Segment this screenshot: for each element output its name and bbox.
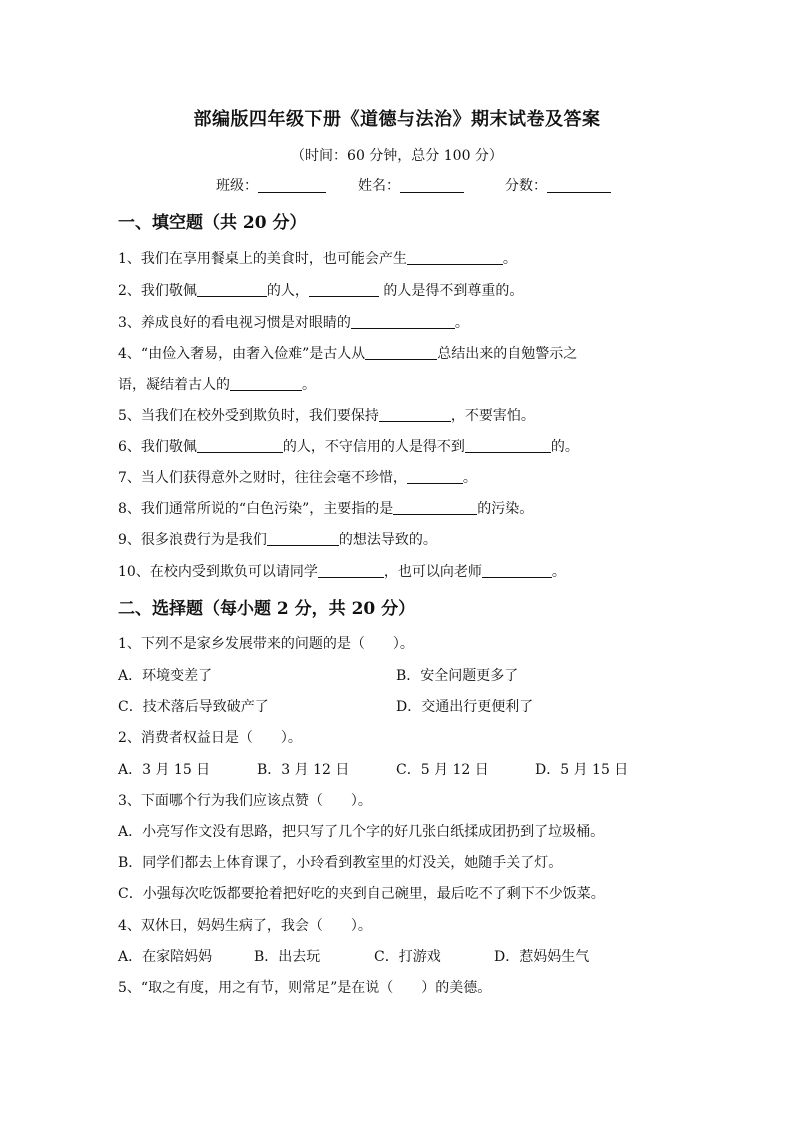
choice-question-2-stem: 2、消费者权益日是（ ）。 <box>118 730 302 746</box>
choice-question-3-stem: 3、下面哪个行为我们应该点赞（ ）。 <box>118 793 372 809</box>
fill-question-6 <box>118 436 579 456</box>
fill-question-4 <box>118 343 577 363</box>
answer-blank[interactable] <box>197 282 267 297</box>
q9-end: 的想法导致的。 <box>338 532 437 548</box>
q10-end: 。 <box>551 564 566 580</box>
choice-option[interactable]: A．小亮写作文没有思路，把只写了几个字的好几张白纸揉成团扔到了垃圾桶。 <box>118 824 605 840</box>
name-blank[interactable] <box>400 176 464 193</box>
class-field <box>216 175 326 195</box>
section-multiple-choice-heading: 二、选择题（每小题 2 分，共 20 分） <box>118 599 416 619</box>
choice-option[interactable]: A．在家陪妈妈 <box>118 949 213 965</box>
q8-text: 8、我们通常所说的“白色污染”，主要指的是 <box>118 501 394 517</box>
fill-question-8 <box>118 498 533 518</box>
answer-blank[interactable] <box>393 500 477 515</box>
choice-option[interactable]: D．惹妈妈生气 <box>494 949 590 965</box>
choice-question-5-stem: 5、“取之有度，用之有节，则常足”是在说（ ）的美德。 <box>118 980 492 996</box>
score-label: 分数： <box>505 178 547 194</box>
answer-blank[interactable] <box>365 345 437 360</box>
q4-text: 4、“由俭入奢易，由奢入俭难”是古人从 <box>118 346 366 362</box>
name-field <box>358 175 464 195</box>
class-label: 班级： <box>216 178 258 194</box>
answer-blank[interactable] <box>309 282 379 297</box>
q6-mid: 的人，不守信用的人是得不到 <box>282 439 465 455</box>
answer-blank[interactable] <box>318 563 384 578</box>
q4-cont-text: 语，凝结着古人的 <box>118 377 230 393</box>
name-label: 姓名： <box>358 178 400 194</box>
q4-cont-end: 。 <box>302 377 316 393</box>
choice-option[interactable]: B．出去玩 <box>254 949 321 965</box>
fill-question-5 <box>118 405 535 425</box>
q10-text: 10、在校内受到欺负可以请同学 <box>118 564 318 580</box>
answer-blank[interactable] <box>407 250 503 265</box>
choice-option[interactable]: A．3 月 15 日 <box>118 762 211 778</box>
q6-text: 6、我们敬佩 <box>118 439 197 455</box>
answer-blank[interactable] <box>465 438 551 453</box>
choice-option[interactable]: C．技术落后导致破产了 <box>118 699 269 715</box>
q5-text: 5、当我们在校外受到欺负时，我们要保持 <box>118 408 379 424</box>
choice-question-4-stem: 4、双休日，妈妈生病了，我会（ ）。 <box>118 918 372 934</box>
choice-option[interactable]: B．3 月 12 日 <box>257 762 350 778</box>
answer-blank[interactable] <box>482 563 552 578</box>
q7-text: 7、当人们获得意外之财时，往往会毫不珍惜， <box>118 470 407 486</box>
q4-mid: 总结出来的自勉警示之 <box>437 346 578 362</box>
q2-end: 的人是得不到尊重的。 <box>378 283 524 299</box>
q8-end: 的污染。 <box>477 501 534 517</box>
q7-end: 。 <box>462 470 477 486</box>
student-info-row <box>0 175 794 197</box>
answer-blank[interactable] <box>407 469 463 484</box>
answer-blank[interactable] <box>351 314 455 329</box>
answer-blank[interactable] <box>379 407 451 422</box>
q2-mid: 的人， <box>266 283 309 299</box>
fill-question-10 <box>118 561 566 581</box>
score-field <box>505 175 611 195</box>
choice-option[interactable]: A．环境变差了 <box>118 668 213 684</box>
choice-option[interactable]: D．5 月 15 日 <box>535 762 629 778</box>
choice-option[interactable]: C．小强每次吃饭都要抢着把好吃的夹到自己碗里，最后吃不了剩下不少饭菜。 <box>118 886 605 902</box>
choice-option[interactable]: B．安全问题更多了 <box>396 668 519 684</box>
q3-end: 。 <box>454 315 469 331</box>
page-title: 部编版四年级下册《道德与法治》期末试卷及答案 <box>193 109 601 130</box>
fill-question-4-continued <box>118 374 316 394</box>
choice-option[interactable]: C．打游戏 <box>374 949 441 965</box>
fill-question-2 <box>118 280 523 300</box>
q10-mid: ，也可以向老师 <box>383 564 482 580</box>
choice-option[interactable]: D．交通出行更便利了 <box>396 699 534 715</box>
exam-time-info: （时间：60 分钟，总分 100 分） <box>291 148 503 164</box>
score-blank[interactable] <box>547 176 611 193</box>
fill-question-1 <box>118 248 517 268</box>
answer-blank[interactable] <box>230 376 302 391</box>
q2-text: 2、我们敬佩 <box>118 283 197 299</box>
choice-question-1-stem: 1、下列不是家乡发展带来的问题的是（ ）。 <box>118 636 414 652</box>
fill-question-7 <box>118 467 477 487</box>
fill-question-3 <box>118 312 469 332</box>
q3-text: 3、养成良好的看电视习惯是对眼睛的 <box>118 315 351 331</box>
answer-blank[interactable] <box>197 438 283 453</box>
q1-end: 。 <box>502 251 517 267</box>
class-blank[interactable] <box>258 176 326 193</box>
q5-end: ，不要害怕。 <box>450 408 535 424</box>
section-fill-in-heading: 一、填空题（共 20 分） <box>118 213 307 233</box>
q1-text: 1、我们在享用餐桌上的美食时，也可能会产生 <box>118 251 407 267</box>
q9-text: 9、很多浪费行为是我们 <box>118 532 267 548</box>
fill-question-9 <box>118 529 437 549</box>
q6-end: 的。 <box>550 439 579 455</box>
answer-blank[interactable] <box>267 531 339 546</box>
choice-option[interactable]: B．同学们都去上体育课了，小玲看到教室里的灯没关，她随手关了灯。 <box>118 855 563 871</box>
choice-option[interactable]: C．5 月 12 日 <box>396 762 489 778</box>
